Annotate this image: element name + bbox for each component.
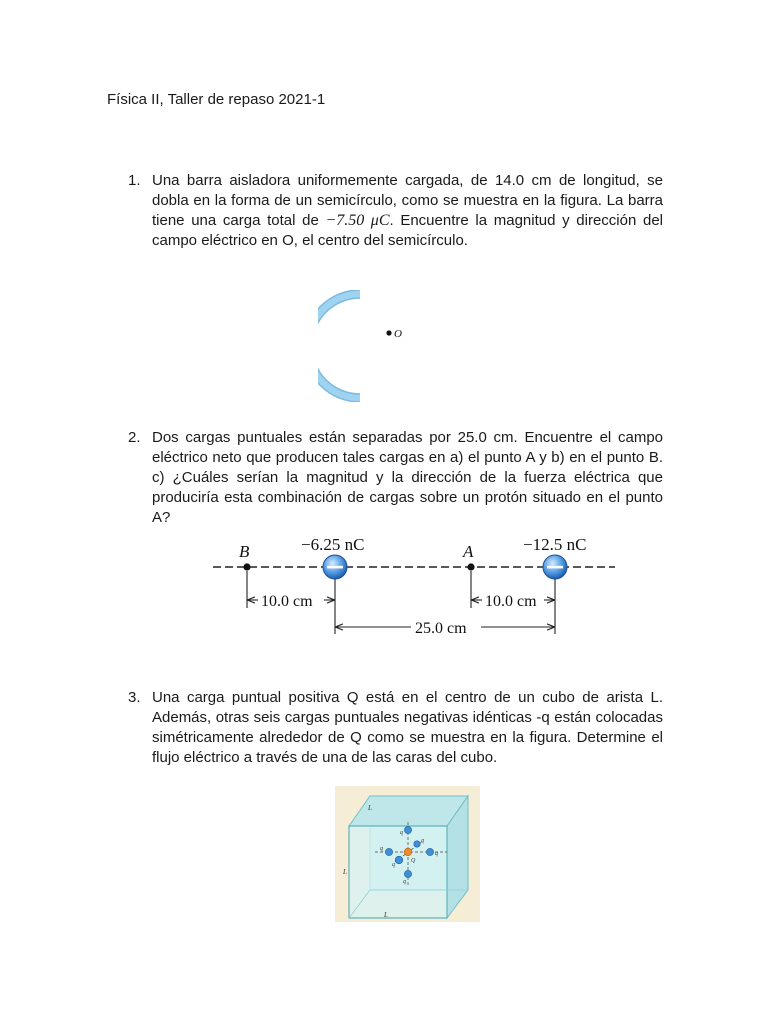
semicircle-figure [318,290,418,402]
svg-text:L: L [368,804,372,812]
dist-b-label: 10.0 cm [261,593,313,610]
problem-3 [128,688,663,768]
charge-center [404,848,412,856]
problem-2 [128,428,663,528]
svg-text:q: q [403,879,406,885]
svg-text:L: L [384,911,388,919]
svg-text:q: q [380,846,383,852]
minus-sign-icon [547,566,563,569]
problem-number: 3. [128,689,141,706]
svg-text:q: q [392,862,395,868]
minus-sign-icon [327,566,343,569]
problem-1 [128,171,663,251]
cube-front-face [349,826,447,918]
problem-text: Una carga puntual positiva Q está en el centro de un cubo de arista L. Además, otras seis cargas puntuales negativas idénticas -q están colocadas simétricamente alrededor de Q como se muestra en la figura. Determine el flujo eléctrico a través de una de las caras del cubo. [152,689,663,766]
charge-top [404,826,411,833]
charge-bottom [404,870,411,877]
point-b-label: B [239,542,250,561]
charge-back [414,841,420,847]
problem-number: 1. [128,172,141,189]
two-charges-figure [205,530,625,642]
svg-text:q: q [421,838,424,844]
dist-total-label: 25.0 cm [415,620,467,637]
svg-text:q: q [400,830,403,836]
svg-text:Q: Q [411,858,416,864]
point-b [243,563,250,570]
point-a [467,563,474,570]
dist-a-label: 10.0 cm [485,593,537,610]
charge-left [385,848,392,855]
svg-text:L: L [343,868,347,876]
problem-number: 2. [128,429,141,446]
cube-figure [335,786,480,922]
charge-front [395,856,403,864]
charge-1-label: −6.25 nC [301,535,365,554]
center-label: O [394,328,402,340]
center-point [386,330,391,335]
problem-text: Dos cargas puntuales están separadas por 25.0 cm. Encuentre el campo eléctrico neto que producen tales cargas en a) el punto A y b) en el punto B. c) ¿Cuáles serían la magnitud y la dirección de la fuerza eléctrica que produciría esta combinación de cargas sobre un protón situado en el punto A? [152,429,663,526]
page-title: Física II, Taller de repaso 2021-1 [107,91,326,108]
point-a-label: A [463,542,474,561]
svg-text:q: q [435,851,438,857]
problem-text: Una barra aisladora uniformemente cargada, de 14.0 cm de longitud, se dobla en la forma de un semicírculo, como se muestra en la figura. La barra tiene una carga total de −7.50 μC. Encuentre la magnitud y dirección del campo eléctrico en O, el centro del semicírculo. [152,172,664,249]
charge-math: −7.50 μC [325,212,390,229]
charge-right [426,848,433,855]
charge-2-label: −12.5 nC [523,535,587,554]
